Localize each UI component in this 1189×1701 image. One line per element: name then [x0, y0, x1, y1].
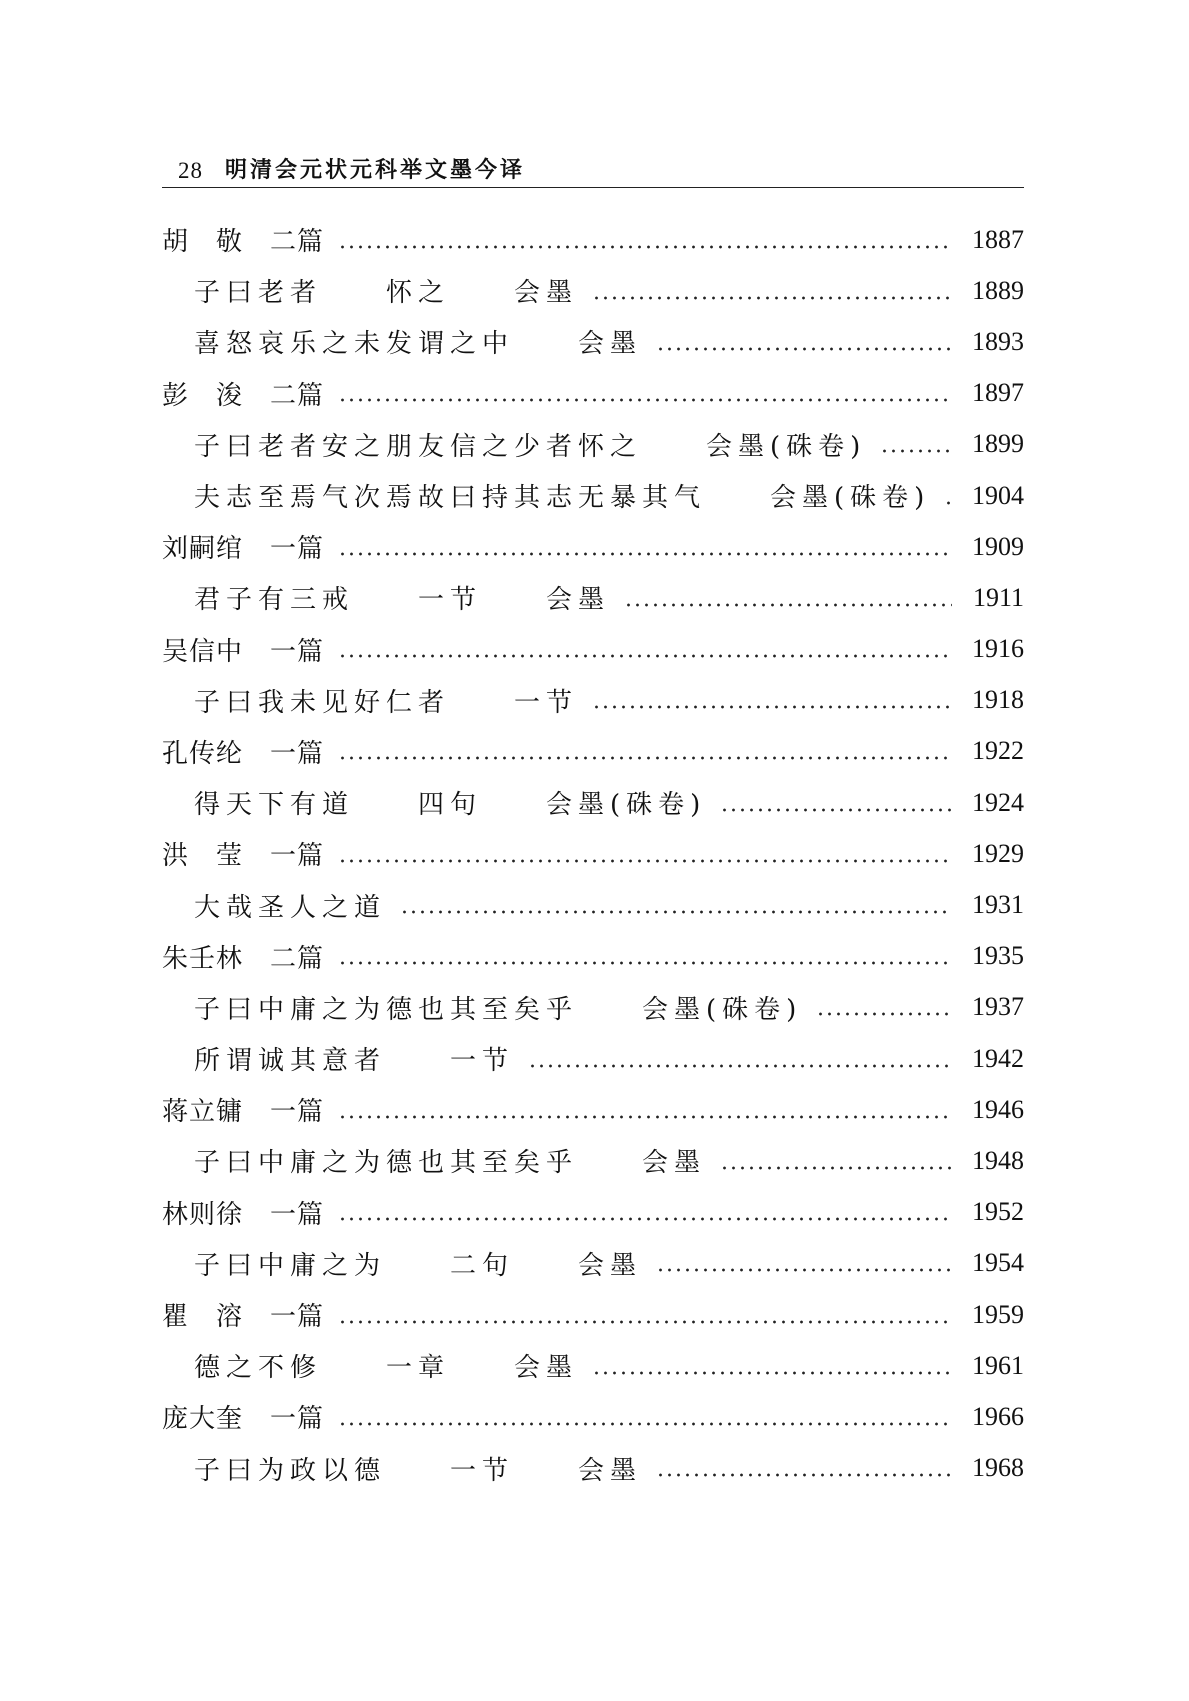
toc-author-entry	[162, 1084, 1024, 1135]
toc-entry-title: 君子有三戒 一节 会墨	[194, 585, 611, 616]
toc-entry-page-number: 1929	[972, 838, 1024, 868]
toc-author-entry	[162, 726, 1024, 777]
toc-entry-page-number: 1968	[972, 1453, 1024, 1483]
toc-entry-title: 夫志至焉气次焉故曰持其志无暴其气 会墨(硃卷)	[194, 483, 931, 514]
toc-entry-title: 子曰老者 怀之 会墨	[194, 278, 579, 309]
header-book-title: 明清会元状元科举文墨今译	[225, 157, 526, 183]
toc-entry-title: 彭 浚 二篇	[162, 380, 325, 411]
toc-author-entry	[162, 214, 1024, 265]
toc-author-entry	[162, 1187, 1024, 1238]
toc-essay-entry	[162, 1443, 1024, 1494]
toc-entry-page-number: 1911	[972, 582, 1024, 612]
toc-entry-page-number: 1918	[972, 685, 1024, 715]
toc-entry-page-number: 1954	[972, 1248, 1024, 1278]
dot-leader	[720, 1164, 952, 1172]
toc-essay-entry	[162, 265, 1024, 316]
toc-entry-page-number: 1916	[972, 634, 1024, 664]
toc-entry-title: 大哉圣人之道	[194, 892, 387, 923]
toc-essay-entry	[162, 419, 1024, 470]
toc-essay-entry	[162, 982, 1024, 1033]
toc-entry-page-number: 1959	[972, 1299, 1024, 1329]
dot-leader	[338, 754, 952, 762]
dot-leader	[592, 1369, 952, 1377]
toc-entry-title: 喜怒哀乐之未发谓之中 会墨	[194, 329, 643, 360]
toc-essay-entry	[162, 1340, 1024, 1391]
dot-leader	[338, 1420, 952, 1428]
dot-leader	[816, 1010, 952, 1018]
dot-leader	[880, 447, 952, 455]
toc-entry-title: 子曰中庸之为德也其至矣乎 会墨	[194, 1148, 707, 1179]
dot-leader	[592, 294, 952, 302]
toc-entry-page-number: 1897	[972, 378, 1024, 408]
toc-entry-page-number: 1946	[972, 1094, 1024, 1124]
dot-leader	[400, 908, 952, 916]
toc-entry-title: 刘嗣绾 一篇	[162, 534, 325, 565]
toc-essay-entry	[162, 1238, 1024, 1289]
toc-author-entry	[162, 1289, 1024, 1340]
dot-leader	[338, 1318, 952, 1326]
toc-essay-entry	[162, 777, 1024, 828]
table-of-contents	[162, 214, 1024, 1494]
dot-leader	[338, 857, 952, 865]
header-rule	[162, 187, 1024, 188]
toc-entry-page-number: 1966	[972, 1401, 1024, 1431]
toc-entry-title: 洪 莹 一篇	[162, 841, 325, 872]
toc-essay-entry	[162, 675, 1024, 726]
toc-entry-title: 子曰我未见好仁者 一节	[194, 687, 579, 718]
toc-entry-title: 吴信中 一篇	[162, 636, 325, 667]
toc-entry-page-number: 1931	[972, 890, 1024, 920]
toc-entry-page-number: 1935	[972, 941, 1024, 971]
dot-leader	[338, 550, 952, 558]
toc-entry-title: 所谓诚其意者 一节	[194, 1046, 515, 1077]
toc-entry-page-number: 1889	[972, 275, 1024, 305]
dot-leader	[656, 1471, 952, 1479]
toc-entry-page-number: 1952	[972, 1197, 1024, 1227]
dot-leader	[656, 1266, 952, 1274]
toc-entry-title: 孔传纶 一篇	[162, 738, 325, 769]
dot-leader	[944, 499, 952, 507]
toc-essay-entry	[162, 879, 1024, 930]
toc-entry-title: 子曰中庸之为德也其至矣乎 会墨(硃卷)	[194, 994, 803, 1025]
toc-entry-page-number: 1904	[972, 480, 1024, 510]
header-page-number: 28	[178, 158, 203, 183]
toc-entry-page-number: 1909	[972, 531, 1024, 561]
toc-essay-entry	[162, 1135, 1024, 1186]
toc-entry-title: 德之不修 一章 会墨	[194, 1353, 579, 1384]
toc-author-entry	[162, 1391, 1024, 1442]
toc-entry-page-number: 1899	[972, 429, 1024, 459]
toc-entry-title: 胡 敬 二篇	[162, 227, 325, 258]
toc-essay-entry	[162, 316, 1024, 367]
toc-entry-page-number: 1948	[972, 1145, 1024, 1175]
dot-leader	[338, 243, 952, 251]
toc-essay-entry	[162, 572, 1024, 623]
toc-entry-title: 林则徐 一篇	[162, 1199, 325, 1230]
toc-entry-page-number: 1887	[972, 224, 1024, 254]
dot-leader	[624, 601, 952, 609]
toc-entry-title: 蒋立镛 一篇	[162, 1097, 325, 1128]
toc-entry-title: 子曰为政以德 一节 会墨	[194, 1455, 643, 1486]
toc-entry-page-number: 1924	[972, 787, 1024, 817]
toc-entry-title: 庞大奎 一篇	[162, 1404, 325, 1435]
dot-leader	[338, 396, 952, 404]
toc-entry-title: 朱壬林 二篇	[162, 943, 325, 974]
dot-leader	[656, 345, 952, 353]
dot-leader	[338, 1113, 952, 1121]
toc-entry-page-number: 1937	[972, 992, 1024, 1022]
dot-leader	[338, 959, 952, 967]
toc-author-entry	[162, 521, 1024, 572]
dot-leader	[338, 652, 952, 660]
toc-entry-page-number: 1922	[972, 736, 1024, 766]
toc-entry-title: 瞿 溶 一篇	[162, 1302, 325, 1333]
toc-author-entry	[162, 624, 1024, 675]
dot-leader	[592, 703, 952, 711]
toc-author-entry	[162, 931, 1024, 982]
toc-entry-page-number: 1942	[972, 1043, 1024, 1073]
dot-leader	[528, 1062, 952, 1070]
toc-entry-page-number: 1893	[972, 326, 1024, 356]
toc-essay-entry	[162, 470, 1024, 521]
toc-entry-page-number: 1961	[972, 1350, 1024, 1380]
toc-author-entry	[162, 828, 1024, 879]
running-header	[162, 140, 1024, 184]
toc-entry-title: 子曰老者安之朋友信之少者怀之 会墨(硃卷)	[194, 431, 867, 462]
toc-entry-title: 子曰中庸之为 二句 会墨	[194, 1250, 643, 1281]
toc-essay-entry	[162, 1033, 1024, 1084]
dot-leader	[720, 806, 952, 814]
dot-leader	[338, 1215, 952, 1223]
toc-author-entry	[162, 368, 1024, 419]
toc-entry-title: 得天下有道 四句 会墨(硃卷)	[194, 790, 707, 821]
